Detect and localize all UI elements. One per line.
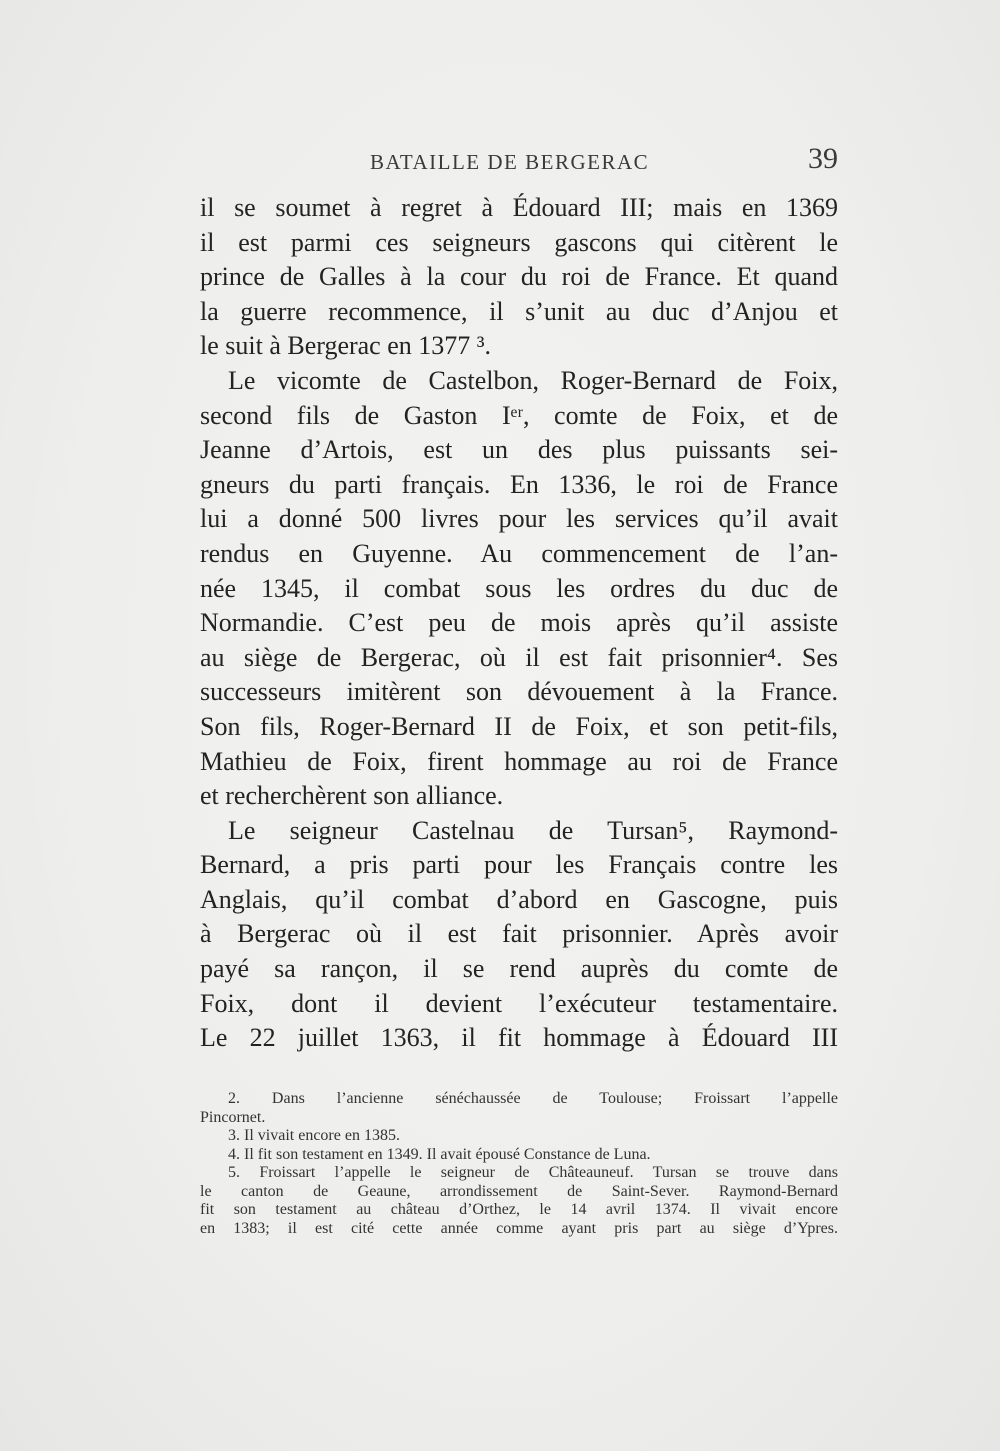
text-line: Bernard, a pris parti pour les Français contre les — [200, 850, 838, 880]
text-line: prince de Galles à la cour du roi de France. Et quand — [200, 262, 838, 292]
text-line: Jeanne d’Artois, est un des plus puissants sei- — [200, 435, 838, 465]
text-line: Le vicomte de Castelbon, Roger-Bernard de Foix, — [228, 365, 838, 395]
text-line: et recherchèrent son alliance. — [200, 781, 504, 811]
footnote-line: 5. Froissart l’appelle le seigneur de Châteauneuf. Tursan se trouve dans — [228, 1164, 838, 1181]
text-line: rendus en Guyenne. Au commencement de l’an- — [200, 538, 838, 568]
text-line: Normandie. C’est peu de mois après qu’il assiste — [200, 608, 838, 638]
text-line: lui a donné 500 livres pour les services qu’il avait — [200, 504, 838, 534]
footnotes — [200, 1090, 838, 1238]
footnote-line: le canton de Geaune, arrondissement de Saint-Sever. Raymond-Bernard — [200, 1182, 838, 1200]
footnote-line: 2. Dans l’ancienne sénéchaussée de Toulouse; Froissart l’appelle — [228, 1090, 838, 1107]
footnote-line: Pincornet. — [200, 1108, 266, 1126]
text-line: le suit à Bergerac en 1377 ³. — [200, 331, 492, 361]
text-line: payé sa rançon, il se rend auprès du comte de — [200, 954, 838, 984]
text-line: Le 22 juillet 1363, il fit hommage à Édouard III — [200, 1023, 838, 1053]
footnote-line: fit son testament au château d’Orthez, le 14 avril 1374. Il vivait encore — [200, 1201, 838, 1218]
footnote-line: 4. Il fit son testament en 1349. Il avait épousé Constance de Luna. — [228, 1145, 651, 1163]
text-line: il se soumet à regret à Édouard III; mais en 1369 — [200, 193, 838, 222]
footnote-line: 3. Il vivait encore en 1385. — [228, 1127, 400, 1144]
page-header — [200, 140, 840, 180]
text-line: second fils de Gaston Iᵉʳ, comte de Foix, et de — [200, 400, 838, 430]
text-line: Foix, dont il devient l’exécuteur testamentaire. — [200, 988, 838, 1018]
footnote-line: en 1383; il est cité cette année comme ayant pris part au siège d’Ypres. — [200, 1219, 838, 1237]
text-line: née 1345, il combat sous les ordres du duc de — [200, 573, 838, 603]
page-number: 39 — [808, 142, 838, 175]
text-line: Son fils, Roger-Bernard II de Foix, et son petit-fils, — [200, 711, 838, 741]
text-line: à Bergerac où il est fait prisonnier. Après avoir — [200, 919, 838, 949]
text-line: la guerre recommence, il s’unit au duc d’Anjou et — [200, 296, 838, 326]
text-line: Mathieu de Foix, firent hommage au roi de France — [200, 746, 838, 776]
text-line: Anglais, qu’il combat d’abord en Gascogne, puis — [200, 884, 838, 914]
running-title: BATAILLE DE BERGERAC — [370, 150, 650, 174]
text-line: il est parmi ces seigneurs gascons qui citèrent le — [200, 227, 838, 257]
main-text — [200, 191, 838, 1056]
text-line: gneurs du parti français. En 1336, le roi de France — [200, 469, 838, 499]
text-line: successeurs imitèrent son dévouement à la France. — [200, 677, 838, 707]
text-line: Le seigneur Castelnau de Tursan⁵, Raymond- — [228, 815, 838, 845]
text-line: au siège de Bergerac, où il est fait prisonnier⁴. Ses — [200, 642, 838, 672]
